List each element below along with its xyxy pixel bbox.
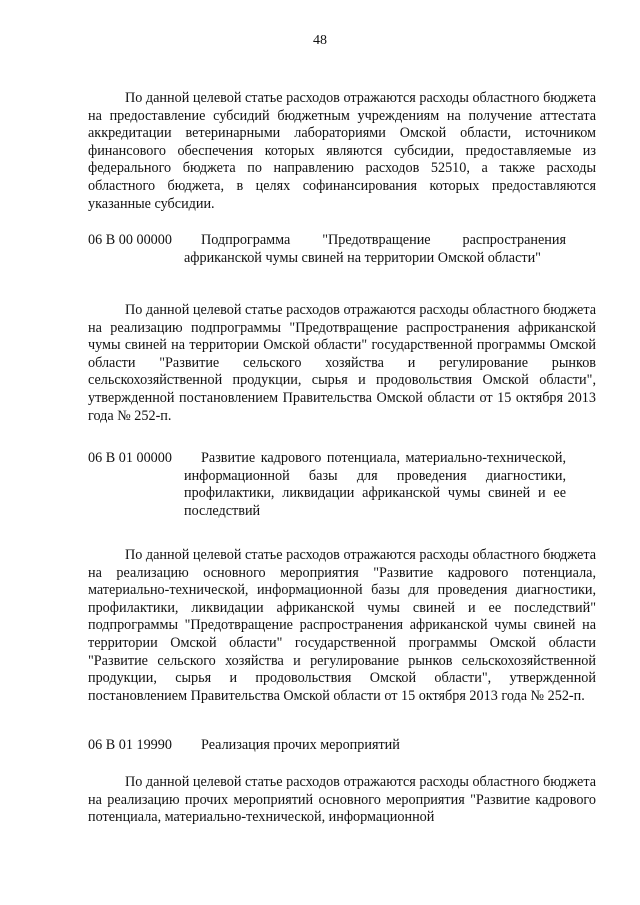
entry-title-2: Развитие кадрового потенциала, материально-технической, информационной базы для проведения диагностики, профилактики, ликвидации африканской чумы свиней и ее последствий: [184, 450, 566, 519]
entry-code-2: 06 В 01 00000: [88, 450, 172, 466]
entry-code-3: 06 В 01 19990: [88, 737, 172, 753]
paragraph-2: По данной целевой статье расходов отражаются расходы областного бюджета на реализацию подпрограммы "Предотвращение распространения африканской чумы свиней на территории Омской области" государственной программы Омской области "Развитие сельского хозяйства и регулирование рынков сельскохозяйственной продукции, сырья и продовольствия Омской области", утвержденной постановлением Правительства Омской области от 15 октября 2013 года № 252-п.: [88, 302, 596, 424]
paragraph-1: По данной целевой статье расходов отражаются расходы областного бюджета на предоставление субсидий бюджетным учреждениям на получение аттестата аккредитации ветеринарными лабораториями Омской области, источником финансового обеспечения которых являются субсидии, предоставляемые из федерального бюджета по направлению расходов 52510, а также расходы областного бюджета, в целях софинансирования которых предоставляются указанные субсидии.: [88, 90, 596, 212]
entry-title-3: Реализация прочих мероприятий: [201, 737, 400, 753]
entry-title-1: Подпрограмма "Предотвращение распространения африканской чумы свиней на территории Омской области": [184, 232, 566, 266]
paragraph-3: По данной целевой статье расходов отражаются расходы областного бюджета на реализацию основного мероприятия "Развитие кадрового потенциала, материально-технической, информационной базы для проведения диагностики, профилактики, ликвидации африканской чумы свиней и ее последствий" подпрограммы "Предотвращение распространения африканской чумы свиней на территории Омской области" государственной программы Омской области "Развитие сельского хозяйства и регулирование рынков сельскохозяйственной продукции, сырья и продовольствия Омской области", утвержденной постановлением Правительства Омской области от 15 октября 2013 года № 252-п.: [88, 547, 596, 704]
paragraph-4: По данной целевой статье расходов отражаются расходы областного бюджета на реализацию прочих мероприятий основного мероприятия "Развитие кадрового потенциала, материально-технической, информационной: [88, 774, 596, 826]
page-number: 48: [313, 33, 327, 48]
entry-code-1: 06 В 00 00000: [88, 232, 172, 248]
